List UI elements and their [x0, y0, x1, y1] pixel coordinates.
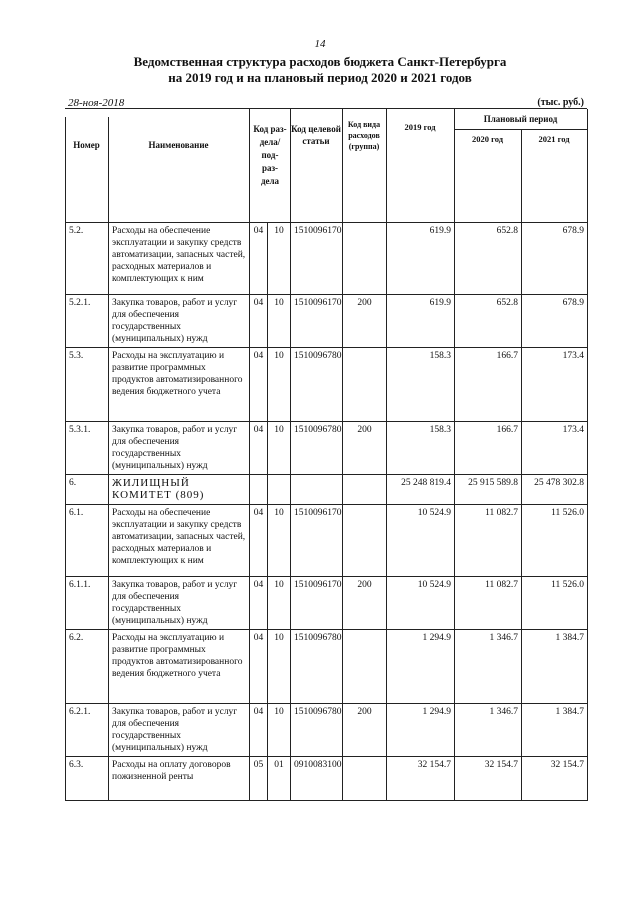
row-target-code: 1510096170: [291, 505, 343, 577]
row-target-code: [291, 475, 343, 505]
row-number: 5.2.: [66, 223, 109, 295]
row-subsection: 01: [268, 757, 291, 801]
row-value-2021: 173.4: [522, 348, 588, 422]
row-expense-type: [343, 757, 387, 801]
row-subsection: 10: [268, 577, 291, 630]
table-row: [66, 630, 588, 704]
title-line-1: Ведомственная структура расходов бюджета Санкт-Петербурга: [133, 54, 507, 69]
row-value-2021: 11 526.0: [522, 577, 588, 630]
row-subsection: 10: [268, 295, 291, 348]
row-name: Расходы на обеспечение эксплуатации и закупку средств автоматизации, запасных частей, расходных материалов и комплектующих к ним: [109, 223, 250, 295]
row-value-2020: 11 082.7: [455, 577, 522, 630]
row-number: 5.3.1.: [66, 422, 109, 475]
row-target-code: 1510096170: [291, 223, 343, 295]
header-section-code: Код раз- дела/ под- раз- дела: [253, 124, 287, 186]
table-row: [66, 348, 588, 422]
row-section: [250, 475, 268, 505]
document-date: 28-ноя-2018: [68, 97, 125, 109]
row-subsection: 10: [268, 704, 291, 757]
row-value-2021: 1 384.7: [522, 630, 588, 704]
row-expense-type: [343, 475, 387, 505]
row-expense-type: [343, 348, 387, 422]
row-value-2020: 166.7: [455, 422, 522, 475]
row-value-2020: 1 346.7: [455, 704, 522, 757]
row-number: 6.2.1.: [66, 704, 109, 757]
row-name: Закупка товаров, работ и услуг для обеспечения государственных (муниципальных) нужд: [109, 577, 250, 630]
row-number: 6.1.1.: [66, 577, 109, 630]
row-name: Расходы на эксплуатацию и развитие программных продуктов автоматизированного ведения бюджетного учета: [109, 630, 250, 704]
row-expense-type: 200: [343, 295, 387, 348]
row-number: 5.2.1.: [66, 295, 109, 348]
row-number: 6.: [66, 475, 109, 505]
row-number: 5.3.: [66, 348, 109, 422]
row-value-2021: 25 478 302.8: [522, 475, 588, 505]
row-section: 04: [250, 223, 268, 295]
row-number: 6.1.: [66, 505, 109, 577]
table-row: [66, 295, 588, 348]
row-value-2021: 32 154.7: [522, 757, 588, 801]
row-subsection: 10: [268, 348, 291, 422]
row-value-2020: 166.7: [455, 348, 522, 422]
header-target-code: Код целевой статьи: [291, 124, 341, 146]
header-number: Номер: [73, 140, 100, 150]
row-target-code: 1510096170: [291, 295, 343, 348]
row-section: 04: [250, 505, 268, 577]
row-value-2021: 173.4: [522, 422, 588, 475]
header-2020: 2020 год: [471, 134, 504, 144]
row-name: Расходы на эксплуатацию и развитие программных продуктов автоматизированного ведения бюджетного учета: [109, 348, 250, 422]
row-section: 04: [250, 630, 268, 704]
header-name: Наименование: [148, 140, 209, 150]
row-name: Расходы на оплату договоров пожизненной ренты: [109, 757, 250, 801]
row-name: Закупка товаров, работ и услуг для обеспечения государственных (муниципальных) нужд: [109, 295, 250, 348]
row-target-code: 1510096780: [291, 422, 343, 475]
row-value-2019: 1 294.9: [387, 704, 455, 757]
row-target-code: 1510096780: [291, 630, 343, 704]
page-number: 14: [314, 38, 326, 50]
row-expense-type: 200: [343, 577, 387, 630]
table-row: [66, 422, 588, 475]
row-value-2020: 1 346.7: [455, 630, 522, 704]
row-target-code: 0910083100: [291, 757, 343, 801]
table-row: [66, 704, 588, 757]
row-value-2019: 1 294.9: [387, 630, 455, 704]
row-subsection: 10: [268, 505, 291, 577]
row-expense-type: 200: [343, 422, 387, 475]
header-expense-type: Код вида расходов (группа): [347, 120, 381, 151]
unit-label: (тыс. руб.): [537, 97, 584, 108]
row-section: 04: [250, 295, 268, 348]
document-title: [60, 54, 580, 86]
row-value-2020: 11 082.7: [455, 505, 522, 577]
row-value-2021: 678.9: [522, 223, 588, 295]
row-value-2021: 11 526.0: [522, 505, 588, 577]
row-value-2019: 10 524.9: [387, 505, 455, 577]
row-value-2019: 619.9: [387, 223, 455, 295]
row-target-code: 1510096170: [291, 577, 343, 630]
row-subsection: 10: [268, 223, 291, 295]
row-value-2020: 25 915 589.8: [455, 475, 522, 505]
row-section: 04: [250, 422, 268, 475]
row-value-2019: 32 154.7: [387, 757, 455, 801]
row-value-2019: 158.3: [387, 348, 455, 422]
row-value-2021: 1 384.7: [522, 704, 588, 757]
table-row: [66, 757, 588, 801]
row-section: 05: [250, 757, 268, 801]
row-section: 04: [250, 348, 268, 422]
row-value-2019: 10 524.9: [387, 577, 455, 630]
table-row: [66, 223, 588, 295]
row-value-2019: 25 248 819.4: [387, 475, 455, 505]
row-subsection: 10: [268, 422, 291, 475]
row-value-2021: 678.9: [522, 295, 588, 348]
row-value-2020: 652.8: [455, 223, 522, 295]
row-section: 04: [250, 577, 268, 630]
table-row: [66, 577, 588, 630]
row-target-code: 1510096780: [291, 704, 343, 757]
row-value-2019: 619.9: [387, 295, 455, 348]
row-target-code: 1510096780: [291, 348, 343, 422]
row-expense-type: [343, 223, 387, 295]
row-value-2019: 158.3: [387, 422, 455, 475]
header-2019: 2019 год: [404, 122, 436, 132]
row-subsection: [268, 475, 291, 505]
header-2021: 2021 год: [538, 134, 570, 144]
header-planned-period: Плановый период: [483, 114, 558, 124]
row-name: ЖИЛИЩНЫЙ КОМИТЕТ (809): [109, 475, 250, 505]
row-expense-type: [343, 505, 387, 577]
row-name: Расходы на обеспечение эксплуатации и закупку средств автоматизации, запасных частей, расходных материалов и комплектующих к ним: [109, 505, 250, 577]
row-name: Закупка товаров, работ и услуг для обеспечения государственных (муниципальных) нужд: [109, 422, 250, 475]
row-section: 04: [250, 704, 268, 757]
row-value-2020: 652.8: [455, 295, 522, 348]
row-name: Закупка товаров, работ и услуг для обеспечения государственных (муниципальных) нужд: [109, 704, 250, 757]
title-line-2: на 2019 год и на плановый период 2020 и 2021 годов: [168, 70, 472, 85]
row-expense-type: [343, 630, 387, 704]
table-row: [66, 505, 588, 577]
table-header: [65, 108, 587, 224]
budget-table: [65, 222, 588, 801]
row-expense-type: 200: [343, 704, 387, 757]
row-number: 6.3.: [66, 757, 109, 801]
row-subsection: 10: [268, 630, 291, 704]
row-number: 6.2.: [66, 630, 109, 704]
table-row: [66, 475, 588, 505]
row-value-2020: 32 154.7: [455, 757, 522, 801]
